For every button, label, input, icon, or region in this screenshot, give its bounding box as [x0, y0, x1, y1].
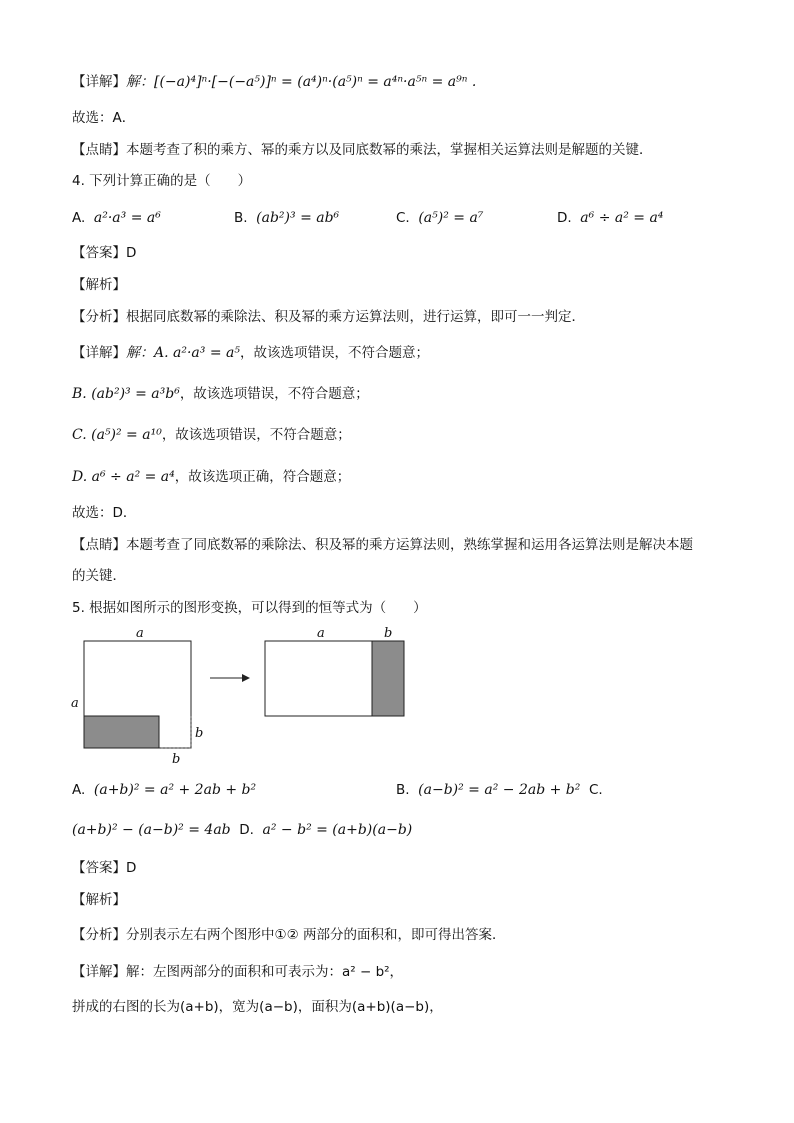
q4-detail-line-a: [72, 343, 429, 363]
q4-option-a-expr: a²·a³ = a⁶: [93, 210, 161, 226]
q4-detail-line-c: [72, 425, 351, 445]
q4-detail-expr-a: 解：A. a²·a³ = a⁵: [126, 345, 240, 361]
transform-arrow-head: [242, 674, 250, 682]
q4-comment-line-2: 的关键．: [72, 568, 126, 584]
q5-stem: 5. 根据如图所示的图形变换，可以得到的恒等式为（ ）: [72, 600, 427, 616]
q4-detail-line-b: [72, 384, 369, 404]
q5-option-d-label: D.: [239, 822, 254, 838]
q4-detail-tag: 【详解】: [72, 345, 126, 361]
q3-detail-line: [72, 72, 476, 92]
q4-option-c-expr: (a⁵)² = a⁷: [418, 210, 484, 226]
q4-fenxi-tag: 【分析】: [72, 309, 126, 325]
q5-option-d-expr: a² − b² = (a+b)(a−b): [262, 822, 413, 838]
q5-detail-text: 解：左图两部分的面积和可表示为：a² − b²，: [126, 964, 404, 980]
q3-comment-tag: 【点睛】: [72, 142, 126, 158]
label-b-right: b: [195, 726, 204, 741]
q5-answer: D: [126, 860, 137, 876]
q4-detail-line-d: [72, 467, 350, 487]
q4-option-a-label: A.: [72, 210, 86, 226]
q5-detail-line: [72, 962, 403, 982]
q4-option-a: [72, 208, 161, 228]
q5-figure: [60, 622, 420, 772]
q4-option-c: [396, 208, 483, 228]
q4-detail-expr-b: B. (ab²)³ = a³b⁶: [72, 386, 180, 402]
q3-choose: 故选：A．: [72, 110, 136, 126]
q3-detail-expression: 解：[(−a)⁴]ⁿ·[−(−a⁵)]ⁿ = (a⁴)ⁿ·(a⁵)ⁿ = a⁴ⁿ·a⁵ⁿ = a⁹ⁿ .: [126, 74, 477, 90]
q3-comment-line: [72, 140, 653, 160]
q3-comment-text: 本题考查了积的乘方、幂的乘方以及同底数幂的乘法，掌握相关运算法则是解题的关键．: [126, 142, 653, 158]
q4-detail-expr-c: C. (a⁵)² = a¹⁰: [72, 427, 162, 443]
q4-option-c-label: C.: [396, 210, 410, 226]
label-b-bottom: b: [172, 752, 181, 767]
q5-detail-tag: 【详解】: [72, 964, 126, 980]
label-a-top-right: a: [317, 626, 325, 641]
q4-choose: 故选：D．: [72, 505, 137, 521]
label-a-side: a: [71, 696, 79, 711]
q5-fenxi-line: [72, 925, 506, 945]
q5-option-c-label: C.: [588, 782, 603, 798]
left-shaded-strip: [84, 716, 159, 748]
q4-detail-text-d: ，故该选项正确，符合题意；: [174, 469, 351, 485]
q5-fenxi-text: 分别表示左右两个图形中①② 两部分的面积和，即可得出答案．: [126, 927, 506, 943]
q5-last-line: 拼成的右图的长为(a+b)，宽为(a−b)，面积为(a+b)(a−b)，: [72, 999, 443, 1015]
q4-option-d: [557, 208, 663, 228]
q4-option-b-label: B.: [234, 210, 248, 226]
q4-option-b-expr: (ab²)³ = ab⁶: [256, 210, 340, 226]
q5-option-b-label: B.: [396, 782, 410, 798]
q4-comment-text-1: 本题考查了同底数幂的乘除法、积及幂的乘方运算法则，熟练掌握和运用各运算法则是解决本题: [126, 537, 693, 553]
q5-answer-line: [72, 858, 136, 878]
q3-detail-tag: 【详解】: [72, 74, 126, 90]
q5-fenxi-tag: 【分析】: [72, 927, 126, 943]
label-b-top-right: b: [384, 626, 393, 641]
q4-detail-expr-d: D. a⁶ ÷ a² = a⁴: [72, 469, 175, 485]
q4-comment-line-1: [72, 535, 693, 555]
q5-option-a-label: A.: [72, 782, 86, 798]
label-a-top-left: a: [136, 626, 144, 641]
q5-option-b: [396, 780, 603, 800]
q5-options-line2: [72, 820, 412, 840]
q5-option-b-expr: (a−b)² = a² − 2ab + b²: [418, 782, 581, 798]
q5-option-a-expr: (a+b)² = a² + 2ab + b²: [93, 782, 257, 798]
q5-option-a: [72, 780, 256, 800]
q5-analysis-tag: 【解析】: [72, 892, 126, 908]
q4-detail-text-a: ，故该选项错误，不符合题意；: [239, 345, 429, 361]
q4-answer-tag: 【答案】: [72, 245, 126, 261]
q4-stem: 4. 下列计算正确的是（ ）: [72, 173, 252, 189]
q4-option-d-label: D.: [557, 210, 572, 226]
q4-comment-tag: 【点睛】: [72, 537, 126, 553]
q5-answer-tag: 【答案】: [72, 860, 126, 876]
q4-option-d-expr: a⁶ ÷ a² = a⁴: [580, 210, 664, 226]
q4-answer-line: [72, 243, 136, 263]
q4-fenxi-text: 根据同底数幂的乘除法、积及幂的乘方运算法则，进行运算，即可一一判定．: [126, 309, 585, 325]
left-dotted-cut: [159, 716, 191, 748]
q4-answer: D: [126, 245, 137, 261]
q4-analysis-tag: 【解析】: [72, 277, 126, 293]
q5-option-c-expr: (a+b)² − (a−b)² = 4ab: [72, 822, 231, 838]
right-rectangle: [265, 641, 372, 716]
q4-detail-text-c: ，故该选项错误，不符合题意；: [161, 427, 351, 443]
q4-detail-text-b: ，故该选项错误，不符合题意；: [179, 386, 369, 402]
q4-fenxi-line: [72, 307, 585, 327]
q4-option-b: [234, 208, 339, 228]
right-shaded-strip: [372, 641, 404, 716]
